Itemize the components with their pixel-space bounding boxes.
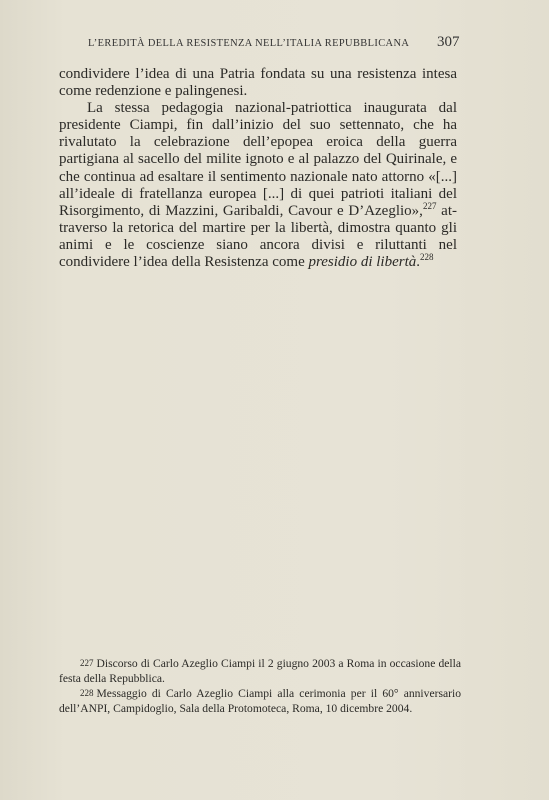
- footnote-number: 228: [80, 688, 94, 699]
- paragraph-2-part-3: .: [416, 254, 421, 271]
- paragraph-2: [59, 100, 457, 271]
- paragraph-2-italic: presidio di libertà: [308, 254, 417, 271]
- footnote-ref-227[interactable]: 227: [422, 200, 437, 211]
- footnote-ref-228[interactable]: 228: [420, 252, 434, 263]
- paragraph-2-part-1: La stessa pedagogia nazional-patriottica inaugurata dal presidente Ciampi, fin dall’inizio del suo settennato, che ha rivalutato la celebrazione dell’epopea eroica della guerra partigiana al sacello del milite ignoto e al palazzo del Quirinale, e che continua ad esaltare il sentimento nazionale nato attorno «[...] all’ideale di fratellanza europea [...] di quei patrioti italiani del Risorgimento, di Mazzini, Garibaldi, Cavour e D’Azeglio»,: [59, 100, 457, 219]
- page-number: 307: [437, 34, 460, 50]
- paragraph-1: condividere l’idea di una Patria fondata su una resistenza intesa come redenzione e palingenesi.: [59, 66, 457, 100]
- footnotes: [59, 656, 461, 716]
- footnote-number: 227: [80, 658, 94, 668]
- running-head: L’EREDITÀ DELLA RESISTENZA NELL’ITALIA REPUBBLICANA: [88, 38, 410, 49]
- footnote-text: Discorso di Carlo Azeglio Ciampi il 2 giugno 2003 a Roma in occasione della festa della Repubblica.: [59, 657, 461, 685]
- footnote-text: Messaggio di Carlo Azeglio Ciampi alla cerimonia per il 60° anniversario dell’ANPI, Campidoglio, Sala della Protomoteca, Roma, 10 dicembre 2004.: [59, 687, 461, 715]
- footnote: [59, 656, 461, 686]
- footnote: [59, 686, 461, 716]
- main-text: [59, 66, 457, 271]
- paragraph-2-part-2: attraverso la retorica del martire per la libertà, dimostra quanto gli animi e le coscienze siano ancora divisi e riluttanti nel condividere l’idea della Resistenza come: [59, 202, 458, 271]
